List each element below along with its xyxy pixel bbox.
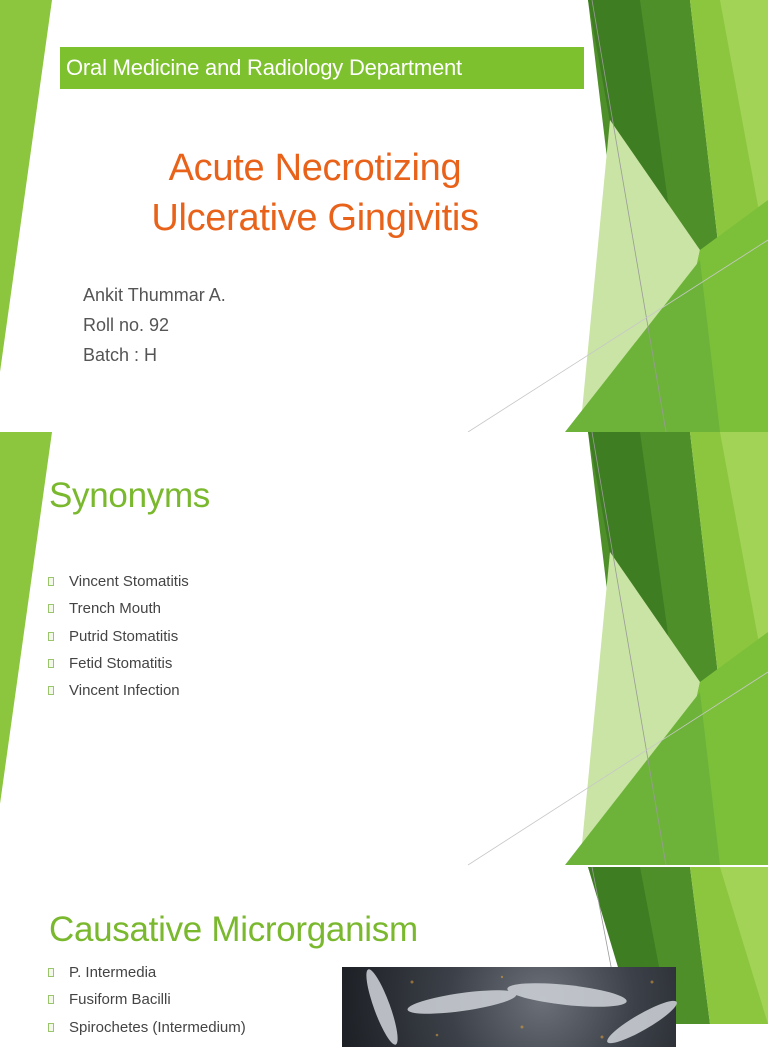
causative-heading: Causative Microrganism — [49, 910, 418, 949]
roll-number: Roll no. 92 — [83, 315, 170, 335]
bullet-icon — [48, 659, 54, 668]
author-name: Ankit Thummar A. — [83, 285, 226, 305]
synonyms-list — [48, 568, 189, 704]
presentation-title — [60, 143, 570, 243]
list-item: Putrid Stomatitis — [48, 623, 189, 650]
slide-causative-microorganism — [0, 867, 768, 1036]
bullet-icon — [48, 1023, 54, 1032]
department-banner — [60, 47, 584, 89]
bullet-icon — [48, 632, 54, 641]
slide-synonyms — [0, 432, 768, 865]
bullet-icon — [48, 604, 54, 613]
title-line-1: Acute Necrotizing — [168, 147, 462, 189]
list-item: P. Intermedia — [48, 959, 246, 986]
department-label: Oral Medicine and Radiology Department — [66, 55, 462, 80]
synonyms-heading: Synonyms — [49, 476, 210, 515]
list-item: Fetid Stomatitis — [48, 650, 189, 677]
bullet-icon — [48, 577, 54, 586]
list-item: Vincent Stomatitis — [48, 568, 189, 595]
slide-title — [0, 0, 768, 432]
bacteria-illustration — [342, 967, 676, 1047]
list-item: Fusiform Bacilli — [48, 986, 246, 1013]
batch-label: Batch : H — [83, 345, 158, 365]
list-item: Vincent Infection — [48, 677, 189, 704]
list-item: Spirochetes (Intermedium) — [48, 1014, 246, 1041]
author-info — [83, 280, 226, 370]
microorganism-list — [48, 959, 246, 1041]
bacteria-micrograph-image — [342, 967, 676, 1047]
bullet-icon — [48, 686, 54, 695]
bullet-icon — [48, 995, 54, 1004]
bullet-icon — [48, 968, 54, 977]
list-item: Trench Mouth — [48, 595, 189, 622]
title-line-2: Ulcerative Gingivitis — [151, 197, 479, 239]
